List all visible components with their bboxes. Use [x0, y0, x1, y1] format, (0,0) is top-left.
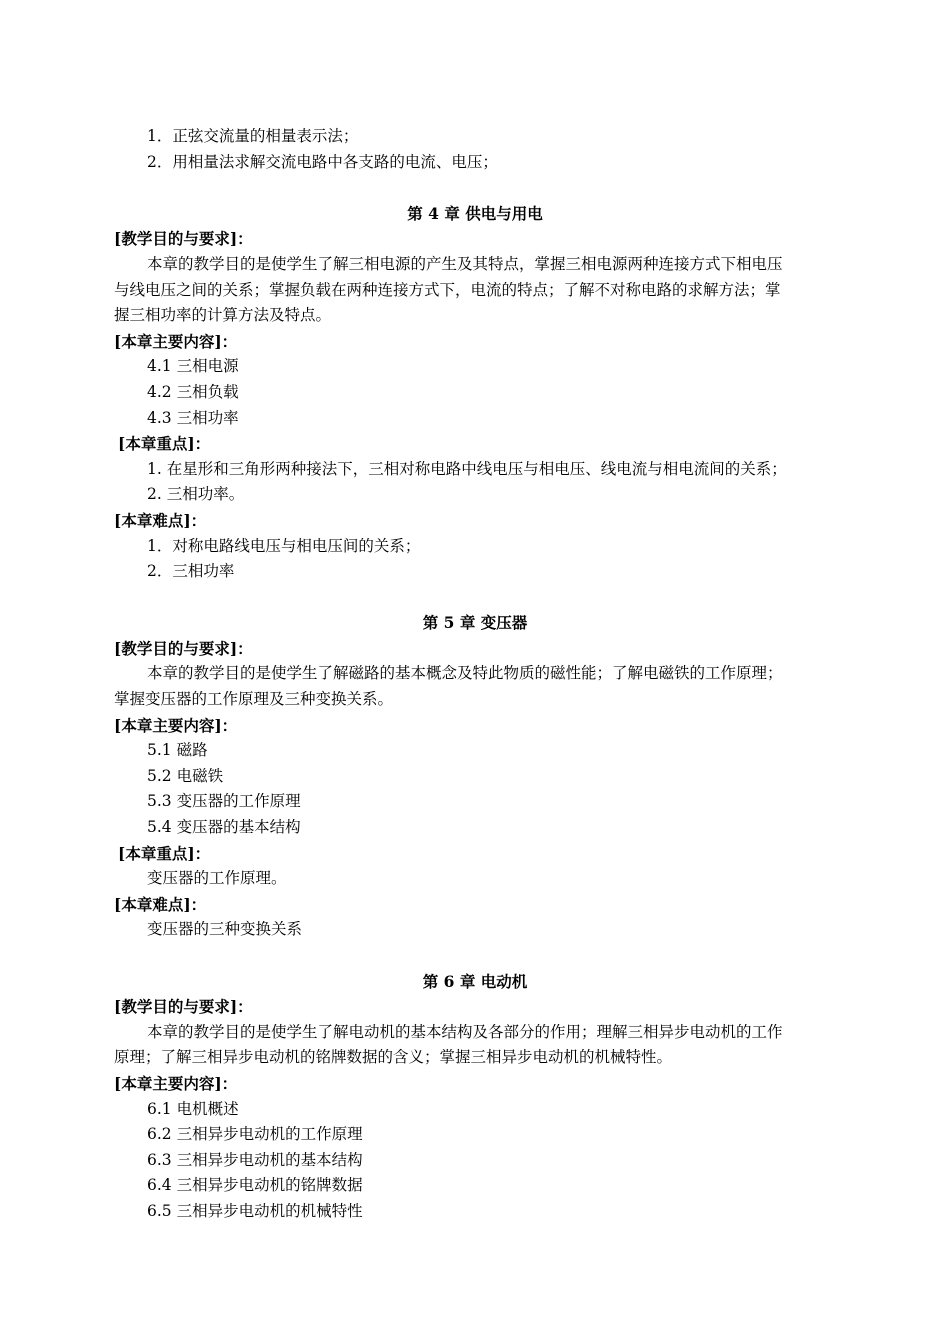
list-item: 5.4 变压器的基本结构 [147, 818, 301, 837]
list-item: 6.3 三相异步电动机的基本结构 [147, 1150, 363, 1169]
list-item: 2．三相功率 [147, 562, 235, 581]
ch4-content-heading: [本章主要内容]： [114, 331, 238, 351]
list-item: 6.1 电机概述 [147, 1099, 239, 1118]
ch5-goal-line: 本章的教学目的是使学生了解磁路的基本概念及特此物质的磁性能；了解电磁铁的工作原理； [147, 664, 783, 683]
list-item: 4.2 三相负载 [147, 382, 239, 401]
list-item: 2．用相量法求解交流电路中各支路的电流、电压； [147, 152, 498, 171]
list-item: 变压器的三种变换关系 [147, 920, 303, 939]
spacer [114, 943, 836, 969]
ch5-goal-line: 掌握变压器的工作原理及三种变换关系。 [114, 690, 394, 709]
list-item: 6.5 三相异步电动机的机械特性 [147, 1201, 363, 1220]
ch4-goal-line: 本章的教学目的是使学生了解三相电源的产生及其特点，掌握三相电源两种连接方式下相电压 [147, 254, 783, 273]
ch4-goal-line: 握三相功率的计算方法及特点。 [114, 306, 332, 325]
list-item: 6.4 三相异步电动机的铭牌数据 [147, 1176, 363, 1195]
ch4-goal-heading: [教学目的与要求]： [114, 229, 253, 249]
list-item: 6.2 三相异步电动机的工作原理 [147, 1125, 363, 1144]
ch5-goal-heading: [教学目的与要求]： [114, 638, 253, 658]
list-item: 5.1 磁路 [147, 741, 208, 760]
ch4-key-heading: [本章重点]： [118, 434, 211, 454]
ch5-difficulty-heading: [本章难点]： [114, 894, 207, 914]
chapter-6-title: 第 6 章 电动机 [422, 971, 528, 991]
spacer [114, 585, 836, 611]
ch4-goal-line: 与线电压之间的关系；掌握负载在两种连接方式下，电流的特点；了解不对称电路的求解方法；掌 [114, 280, 781, 299]
list-item: 1. 在星形和三角形两种接法下，三相对称电路中线电压与相电压、线电流与相电流间的关系； [147, 459, 787, 478]
ch6-goal-line: 原理；了解三相异步电动机的铭牌数据的含义；掌握三相异步电动机的机械特性。 [114, 1048, 673, 1067]
ch6-goal-line: 本章的教学目的是使学生了解电动机的基本结构及各部分的作用；理解三相异步电动机的工作 [147, 1022, 783, 1041]
chapter-5-title: 第 5 章 变压器 [422, 613, 528, 633]
ch6-content-heading: [本章主要内容]： [114, 1073, 238, 1093]
list-item: 4.1 三相电源 [147, 357, 239, 376]
list-item: 5.3 变压器的工作原理 [147, 792, 301, 811]
list-item: 4.3 三相功率 [147, 408, 239, 427]
ch5-key-heading: [本章重点]： [118, 843, 211, 863]
list-item: 1．对称电路线电压与相电压间的关系； [147, 536, 421, 555]
list-item: 变压器的工作原理。 [147, 869, 287, 888]
ch6-goal-heading: [教学目的与要求]： [114, 997, 253, 1017]
list-item: 5.2 电磁铁 [147, 766, 224, 785]
ch4-difficulty-heading: [本章难点]： [114, 510, 207, 530]
list-item: 2. 三相功率。 [147, 485, 245, 504]
spacer [114, 175, 836, 201]
ch5-content-heading: [本章主要内容]： [114, 715, 238, 735]
chapter-4-title: 第 4 章 供电与用电 [407, 203, 543, 223]
list-item: 1．正弦交流量的相量表示法； [147, 127, 359, 145]
